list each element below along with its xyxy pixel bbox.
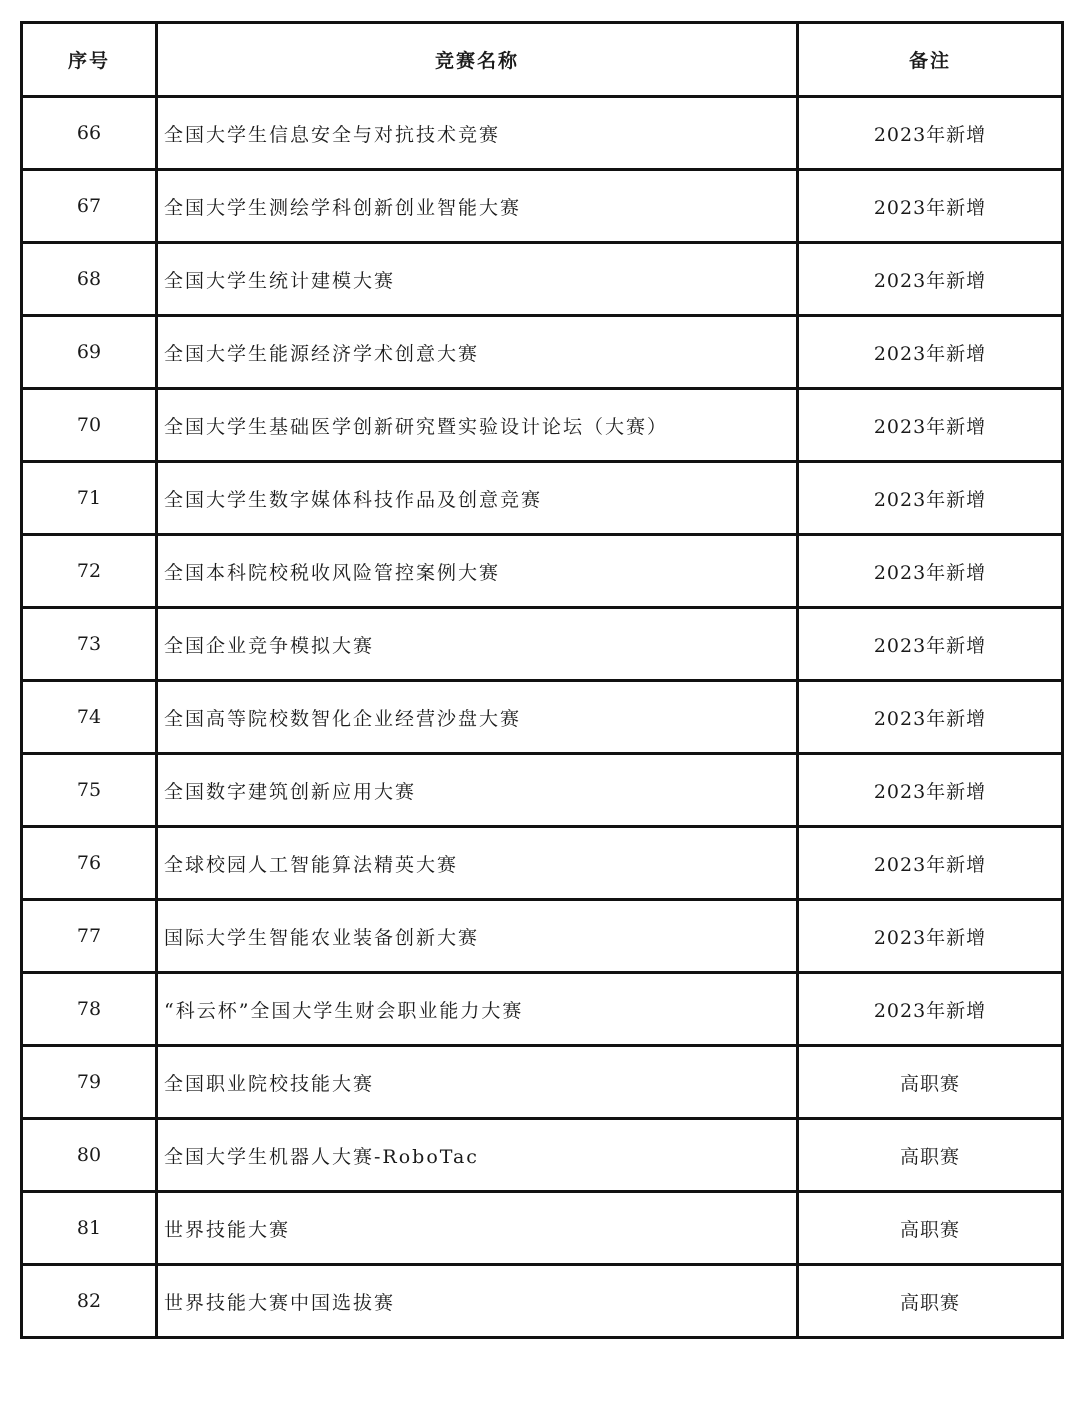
row-name: “科云杯”全国大学生财会职业能力大赛 xyxy=(157,973,798,1046)
row-index: 67 xyxy=(22,170,157,243)
row-index: 75 xyxy=(22,754,157,827)
row-name: 世界技能大赛中国选拔赛 xyxy=(157,1265,798,1338)
header-name: 竞赛名称 xyxy=(157,23,798,97)
competition-table xyxy=(20,21,1064,1339)
header-note: 备注 xyxy=(798,23,1063,97)
row-index: 69 xyxy=(22,316,157,389)
row-note: 2023年新增 xyxy=(798,535,1063,608)
row-index: 73 xyxy=(22,608,157,681)
table-row xyxy=(22,389,1063,462)
row-note: 2023年新增 xyxy=(798,97,1063,170)
row-note: 2023年新增 xyxy=(798,681,1063,754)
table-row xyxy=(22,754,1063,827)
row-name: 全国高等院校数智化企业经营沙盘大赛 xyxy=(157,681,798,754)
row-index: 68 xyxy=(22,243,157,316)
row-note: 2023年新增 xyxy=(798,754,1063,827)
table-row xyxy=(22,608,1063,681)
row-note: 2023年新增 xyxy=(798,316,1063,389)
row-index: 79 xyxy=(22,1046,157,1119)
table-body xyxy=(22,97,1063,1338)
row-index: 74 xyxy=(22,681,157,754)
table-row xyxy=(22,535,1063,608)
table-row xyxy=(22,681,1063,754)
row-note: 2023年新增 xyxy=(798,900,1063,973)
row-index: 81 xyxy=(22,1192,157,1265)
row-note: 2023年新增 xyxy=(798,608,1063,681)
row-name: 全国大学生数字媒体科技作品及创意竞赛 xyxy=(157,462,798,535)
row-index: 77 xyxy=(22,900,157,973)
table-row xyxy=(22,827,1063,900)
row-note: 2023年新增 xyxy=(798,170,1063,243)
row-name: 国际大学生智能农业装备创新大赛 xyxy=(157,900,798,973)
row-index: 70 xyxy=(22,389,157,462)
table-row xyxy=(22,243,1063,316)
row-name: 全国职业院校技能大赛 xyxy=(157,1046,798,1119)
row-note: 2023年新增 xyxy=(798,243,1063,316)
row-index: 76 xyxy=(22,827,157,900)
table-row xyxy=(22,1119,1063,1192)
table-row xyxy=(22,316,1063,389)
row-index: 71 xyxy=(22,462,157,535)
table-row xyxy=(22,1265,1063,1338)
table-row xyxy=(22,973,1063,1046)
row-name: 全国本科院校税收风险管控案例大赛 xyxy=(157,535,798,608)
row-index: 72 xyxy=(22,535,157,608)
row-index: 82 xyxy=(22,1265,157,1338)
row-name: 全国大学生信息安全与对抗技术竞赛 xyxy=(157,97,798,170)
header-row xyxy=(22,23,1063,97)
row-name: 全国大学生测绘学科创新创业智能大赛 xyxy=(157,170,798,243)
row-note: 2023年新增 xyxy=(798,827,1063,900)
row-name: 全国企业竞争模拟大赛 xyxy=(157,608,798,681)
table-row xyxy=(22,1046,1063,1119)
row-note: 2023年新增 xyxy=(798,389,1063,462)
table-row xyxy=(22,97,1063,170)
row-name: 全国大学生能源经济学术创意大赛 xyxy=(157,316,798,389)
row-note: 高职赛 xyxy=(798,1119,1063,1192)
row-name: 全国数字建筑创新应用大赛 xyxy=(157,754,798,827)
row-name: 全球校园人工智能算法精英大赛 xyxy=(157,827,798,900)
table-row xyxy=(22,900,1063,973)
row-name: 世界技能大赛 xyxy=(157,1192,798,1265)
row-note: 高职赛 xyxy=(798,1265,1063,1338)
table-row xyxy=(22,170,1063,243)
row-index: 80 xyxy=(22,1119,157,1192)
row-index: 78 xyxy=(22,973,157,1046)
header-index: 序号 xyxy=(22,23,157,97)
row-name: 全国大学生基础医学创新研究暨实验设计论坛（大赛） xyxy=(157,389,798,462)
table-row xyxy=(22,462,1063,535)
row-note: 高职赛 xyxy=(798,1046,1063,1119)
table-row xyxy=(22,1192,1063,1265)
row-index: 66 xyxy=(22,97,157,170)
row-name: 全国大学生机器人大赛-RoboTac xyxy=(157,1119,798,1192)
row-name: 全国大学生统计建模大赛 xyxy=(157,243,798,316)
row-note: 2023年新增 xyxy=(798,462,1063,535)
row-note: 2023年新增 xyxy=(798,973,1063,1046)
row-note: 高职赛 xyxy=(798,1192,1063,1265)
